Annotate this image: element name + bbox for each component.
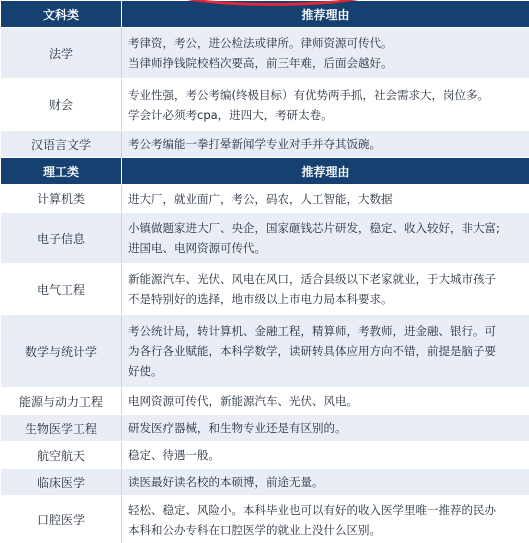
major-name: 数学与统计学	[1, 315, 122, 388]
recommendation-reason	[122, 79, 529, 131]
recommendation-reason	[122, 315, 529, 388]
science-reason-header: 推荐理由	[122, 158, 529, 185]
major-name: 计算机类	[1, 185, 122, 213]
recommendation-reason	[122, 415, 529, 442]
reason-line: 考公考编能一拳打晕新闻学专业对手并夺其饭碗。	[128, 137, 381, 151]
table-row	[1, 185, 529, 213]
recommendation-reason	[122, 213, 529, 264]
recommendation-reason	[122, 496, 529, 543]
reason-line: 进国电、电网资源可传代。	[128, 241, 266, 255]
liberal-reason-header: 推荐理由	[122, 1, 529, 28]
major-name: 能源与动力工程	[1, 388, 122, 415]
reason-line: 读医最好读名校的本硕博，前途无量。	[128, 475, 324, 489]
recommendation-reason	[122, 469, 529, 496]
reason-line: 本科和公办专科在口腔医学的就业上没什么区别。	[128, 522, 381, 537]
reason-line: 轻松、稳定、风险小。本科毕业也可以有好的收入医学里唯一推荐的民办	[128, 502, 496, 517]
table-row	[1, 28, 529, 79]
reason-line: 为各行各业赋能，本科学数学，读研转具体应用方向不错，前提是脑子要	[128, 344, 496, 358]
science-header-row	[1, 158, 529, 185]
recommendation-reason	[122, 264, 529, 315]
major-name: 电子信息	[1, 213, 122, 264]
reason-line: 考公统计局，转计算机、金融工程，精算师，考教师，进金融、银行。可	[128, 324, 496, 338]
major-name: 电气工程	[1, 264, 122, 315]
major-name: 口腔医学	[1, 496, 122, 543]
major-name: 临床医学	[1, 469, 122, 496]
reason-line: 考律资，考公，进公检法或律所。律师资源可传代。	[128, 36, 393, 50]
major-name: 航空航天	[1, 442, 122, 469]
table-row	[1, 213, 529, 264]
liberal-category-header: 文科类	[1, 1, 122, 28]
reason-line: 专业性强，考公考编(终极目标）有优势两手抓，社会需求大，岗位多。	[128, 87, 489, 102]
reason-line: 研发医疗器械，和生物专业还是有区别的。	[128, 421, 347, 435]
reason-line: 不是特别好的选择，地市级以上市电力局本科要求。	[128, 292, 393, 306]
table-body	[1, 1, 529, 543]
science-category-header: 理工类	[1, 158, 122, 185]
reason-line: 稳定、待遇一般。	[128, 448, 220, 462]
major-name: 财会	[1, 79, 122, 131]
reason-line: 进大厂，就业面广，考公，码农，人工智能，大数据	[128, 191, 393, 206]
table-row	[1, 131, 529, 158]
table-row	[1, 264, 529, 315]
reason-line: 小镇做题家进大厂、央企，国家砸钱芯片研发，稳定、收入较好，非大富;	[128, 221, 500, 235]
major-name: 汉语言文学	[1, 131, 122, 158]
reason-line: 电网资源可传代，新能源汽车、光伏、风电。	[128, 394, 358, 408]
table-row	[1, 79, 529, 131]
table-row	[1, 469, 529, 496]
recommendation-reason	[122, 442, 529, 469]
table-row	[1, 388, 529, 415]
table-row	[1, 415, 529, 442]
major-name: 生物医学工程	[1, 415, 122, 442]
table-row	[1, 442, 529, 469]
reason-line: 当律师挣钱院校档次要高，前三年难，后面会越好。	[128, 56, 393, 70]
major-name: 法学	[1, 28, 122, 79]
reason-line: 新能源汽车、光伏、风电在风口，适合县级以下老家就业，于大城市孩子	[128, 272, 496, 286]
table-row	[1, 496, 529, 543]
recommendation-reason	[122, 388, 529, 415]
reason-line: 好使。	[128, 364, 163, 378]
recommendation-reason	[122, 28, 529, 79]
recommendation-reason	[122, 185, 529, 213]
table-row	[1, 315, 529, 388]
recommendation-reason	[122, 131, 529, 158]
liberal-header-row	[1, 1, 529, 28]
reason-line: 学会计必须考cpa，进四大，考研太卷。	[128, 107, 333, 122]
